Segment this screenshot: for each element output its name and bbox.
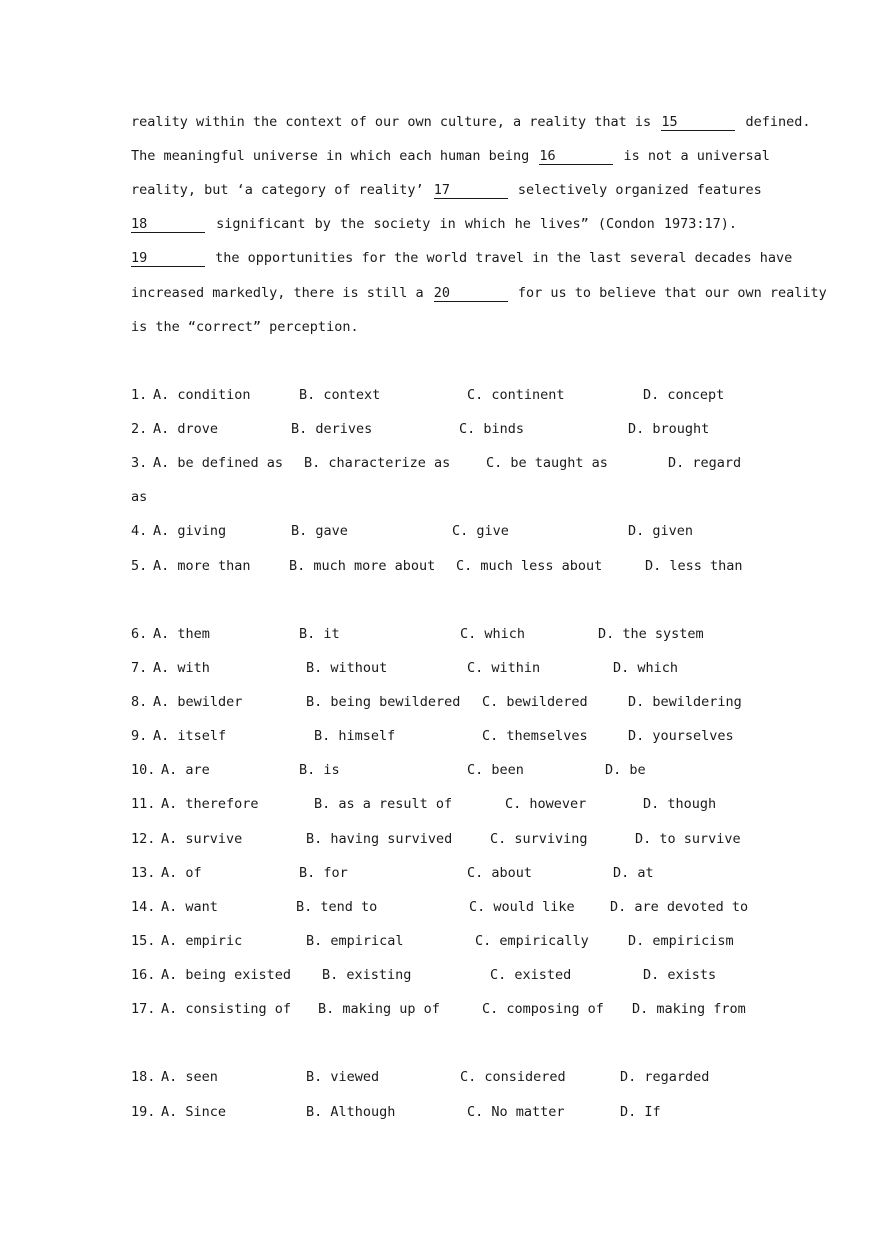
- question-number: 3.: [131, 455, 148, 471]
- option-c: C. within: [467, 660, 541, 676]
- blank-17: 17: [434, 182, 508, 199]
- option-d: D. making from: [632, 1001, 746, 1017]
- question-8: [131, 692, 742, 712]
- option-b: B. for: [299, 865, 348, 881]
- question-number: 16.: [131, 967, 156, 983]
- question-7: [131, 658, 737, 678]
- option-a: A. are: [161, 762, 210, 778]
- question-11: [131, 794, 737, 814]
- option-d: D. bewildering: [628, 694, 742, 710]
- option-c: C. continent: [467, 387, 565, 403]
- option-a: A. being existed: [161, 967, 292, 983]
- question-15: [131, 931, 737, 951]
- option-c: C. however: [505, 796, 587, 812]
- question-16: [131, 965, 737, 985]
- passage-text: defined.: [745, 114, 811, 130]
- blank-19: 19: [131, 250, 205, 267]
- option-d: D. regard: [668, 455, 742, 471]
- option-c: C. much less about: [456, 558, 603, 574]
- option-a: A. condition: [153, 387, 251, 403]
- option-b: B. himself: [314, 728, 396, 744]
- option-b: B. empirical: [306, 933, 404, 949]
- blank-16: 16: [539, 148, 613, 165]
- option-a: A. survive: [161, 831, 243, 847]
- question-9: [131, 726, 737, 746]
- question-number: 2.: [131, 421, 148, 437]
- option-d: D. empiricism: [628, 933, 734, 949]
- option-d: D. though: [643, 796, 717, 812]
- question-number: 12.: [131, 831, 156, 847]
- option-d: D. If: [620, 1104, 661, 1120]
- option-c: C. give: [452, 523, 509, 539]
- passage-text: for us to believe that our own reality: [517, 285, 827, 301]
- question-3: [131, 453, 742, 473]
- question-number: 9.: [131, 728, 148, 744]
- question-14: [131, 897, 749, 917]
- question-number: 13.: [131, 865, 156, 881]
- passage-line-4: [131, 214, 737, 234]
- passage-text: selectively organized features: [517, 182, 762, 198]
- option-a: A. with: [153, 660, 210, 676]
- option-b: B. derives: [291, 421, 373, 437]
- question-number: 14.: [131, 899, 156, 915]
- option-c: C. existed: [490, 967, 572, 983]
- option-c: C. composing of: [482, 1001, 604, 1017]
- question-1: [131, 385, 737, 405]
- option-a: A. empiric: [161, 933, 243, 949]
- option-b: B. much more about: [289, 558, 436, 574]
- option-c: C. bewildered: [482, 694, 588, 710]
- option-d: D. less than: [645, 558, 743, 574]
- option-d: D. the system: [598, 626, 704, 642]
- question-3-wrap: as: [131, 489, 148, 505]
- passage-text: The meaningful universe in which each human being: [131, 148, 530, 164]
- question-number: 17.: [131, 1001, 156, 1017]
- question-4: [131, 521, 737, 541]
- option-a: A. be defined as: [153, 455, 284, 471]
- question-number: 1.: [131, 387, 148, 403]
- passage-line-1: [131, 112, 811, 132]
- option-b: B. without: [306, 660, 388, 676]
- question-6: [131, 624, 737, 644]
- option-a: A. drove: [153, 421, 219, 437]
- option-d: D. concept: [643, 387, 725, 403]
- passage-text: reality, but ‘a category of reality’: [131, 182, 424, 198]
- option-c: C. which: [460, 626, 526, 642]
- option-d: D. to survive: [635, 831, 741, 847]
- option-c: C. surviving: [490, 831, 588, 847]
- question-number: 11.: [131, 796, 156, 812]
- option-d: D. at: [613, 865, 654, 881]
- option-d: D. regarded: [620, 1069, 710, 1085]
- passage-line-5: [131, 248, 793, 268]
- option-b: B. being bewildered: [306, 694, 461, 710]
- option-b: B. making up of: [318, 1001, 440, 1017]
- option-a: A. itself: [153, 728, 227, 744]
- passage-text: is not a universal: [623, 148, 770, 164]
- option-a: A. more than: [153, 558, 251, 574]
- option-a: A. seen: [161, 1069, 218, 1085]
- passage-text: reality within the context of our own culture, a reality that is: [131, 114, 652, 130]
- option-b: B. context: [299, 387, 381, 403]
- option-a: A. consisting of: [161, 1001, 292, 1017]
- passage-line-3: [131, 180, 762, 200]
- option-a: A. bewilder: [153, 694, 243, 710]
- option-a: A. giving: [153, 523, 227, 539]
- option-b: B. having survived: [306, 831, 453, 847]
- option-b: B. Although: [306, 1104, 396, 1120]
- question-10: [131, 760, 737, 780]
- option-a: A. of: [161, 865, 202, 881]
- passage-text: the opportunities for the world travel in the last several decades have: [215, 250, 793, 266]
- question-13: [131, 863, 737, 883]
- option-a: A. Since: [161, 1104, 227, 1120]
- option-d: D. yourselves: [628, 728, 734, 744]
- option-a: A. want: [161, 899, 218, 915]
- option-c: C. themselves: [482, 728, 588, 744]
- question-number: 4.: [131, 523, 148, 539]
- question-18: [131, 1067, 737, 1087]
- option-b: B. viewed: [306, 1069, 380, 1085]
- option-b: B. is: [299, 762, 340, 778]
- question-12: [131, 829, 741, 849]
- question-number: 8.: [131, 694, 148, 710]
- option-a: A. therefore: [161, 796, 259, 812]
- passage-line-7: is the “correct” perception.: [131, 319, 359, 335]
- option-b: B. existing: [322, 967, 412, 983]
- option-c: C. No matter: [467, 1104, 565, 1120]
- question-17: [131, 999, 746, 1019]
- option-d: D. be: [605, 762, 646, 778]
- option-c: C. been: [467, 762, 524, 778]
- option-b: B. it: [299, 626, 340, 642]
- question-2: [131, 419, 737, 439]
- question-19: [131, 1102, 737, 1122]
- option-d: D. brought: [628, 421, 710, 437]
- question-number: 6.: [131, 626, 148, 642]
- option-a: A. them: [153, 626, 210, 642]
- blank-18: 18: [131, 216, 205, 233]
- passage-text: significant by the society in which he lives” (Condon 1973:17).: [216, 216, 737, 232]
- question-number: 18.: [131, 1069, 156, 1085]
- question-number: 15.: [131, 933, 156, 949]
- option-d: D. which: [613, 660, 679, 676]
- question-number: 10.: [131, 762, 156, 778]
- question-number: 19.: [131, 1104, 156, 1120]
- option-b: B. as a result of: [314, 796, 453, 812]
- option-b: B. tend to: [296, 899, 378, 915]
- passage-line-2: [131, 146, 770, 166]
- option-c: C. empirically: [475, 933, 589, 949]
- option-c: C. considered: [460, 1069, 566, 1085]
- option-c: C. would like: [469, 899, 575, 915]
- blank-15: 15: [661, 114, 735, 131]
- passage-text: increased markedly, there is still a: [131, 285, 424, 301]
- option-d: D. are devoted to: [610, 899, 749, 915]
- question-5: [131, 556, 743, 576]
- option-c: C. binds: [459, 421, 525, 437]
- option-d: D. exists: [643, 967, 717, 983]
- option-b: B. gave: [291, 523, 348, 539]
- option-b: B. characterize as: [304, 455, 451, 471]
- option-d: D. given: [628, 523, 694, 539]
- passage-line-6: [131, 283, 827, 303]
- option-c: C. be taught as: [486, 455, 608, 471]
- blank-20: 20: [434, 285, 508, 302]
- option-c: C. about: [467, 865, 533, 881]
- question-number: 5.: [131, 558, 148, 574]
- question-number: 7.: [131, 660, 148, 676]
